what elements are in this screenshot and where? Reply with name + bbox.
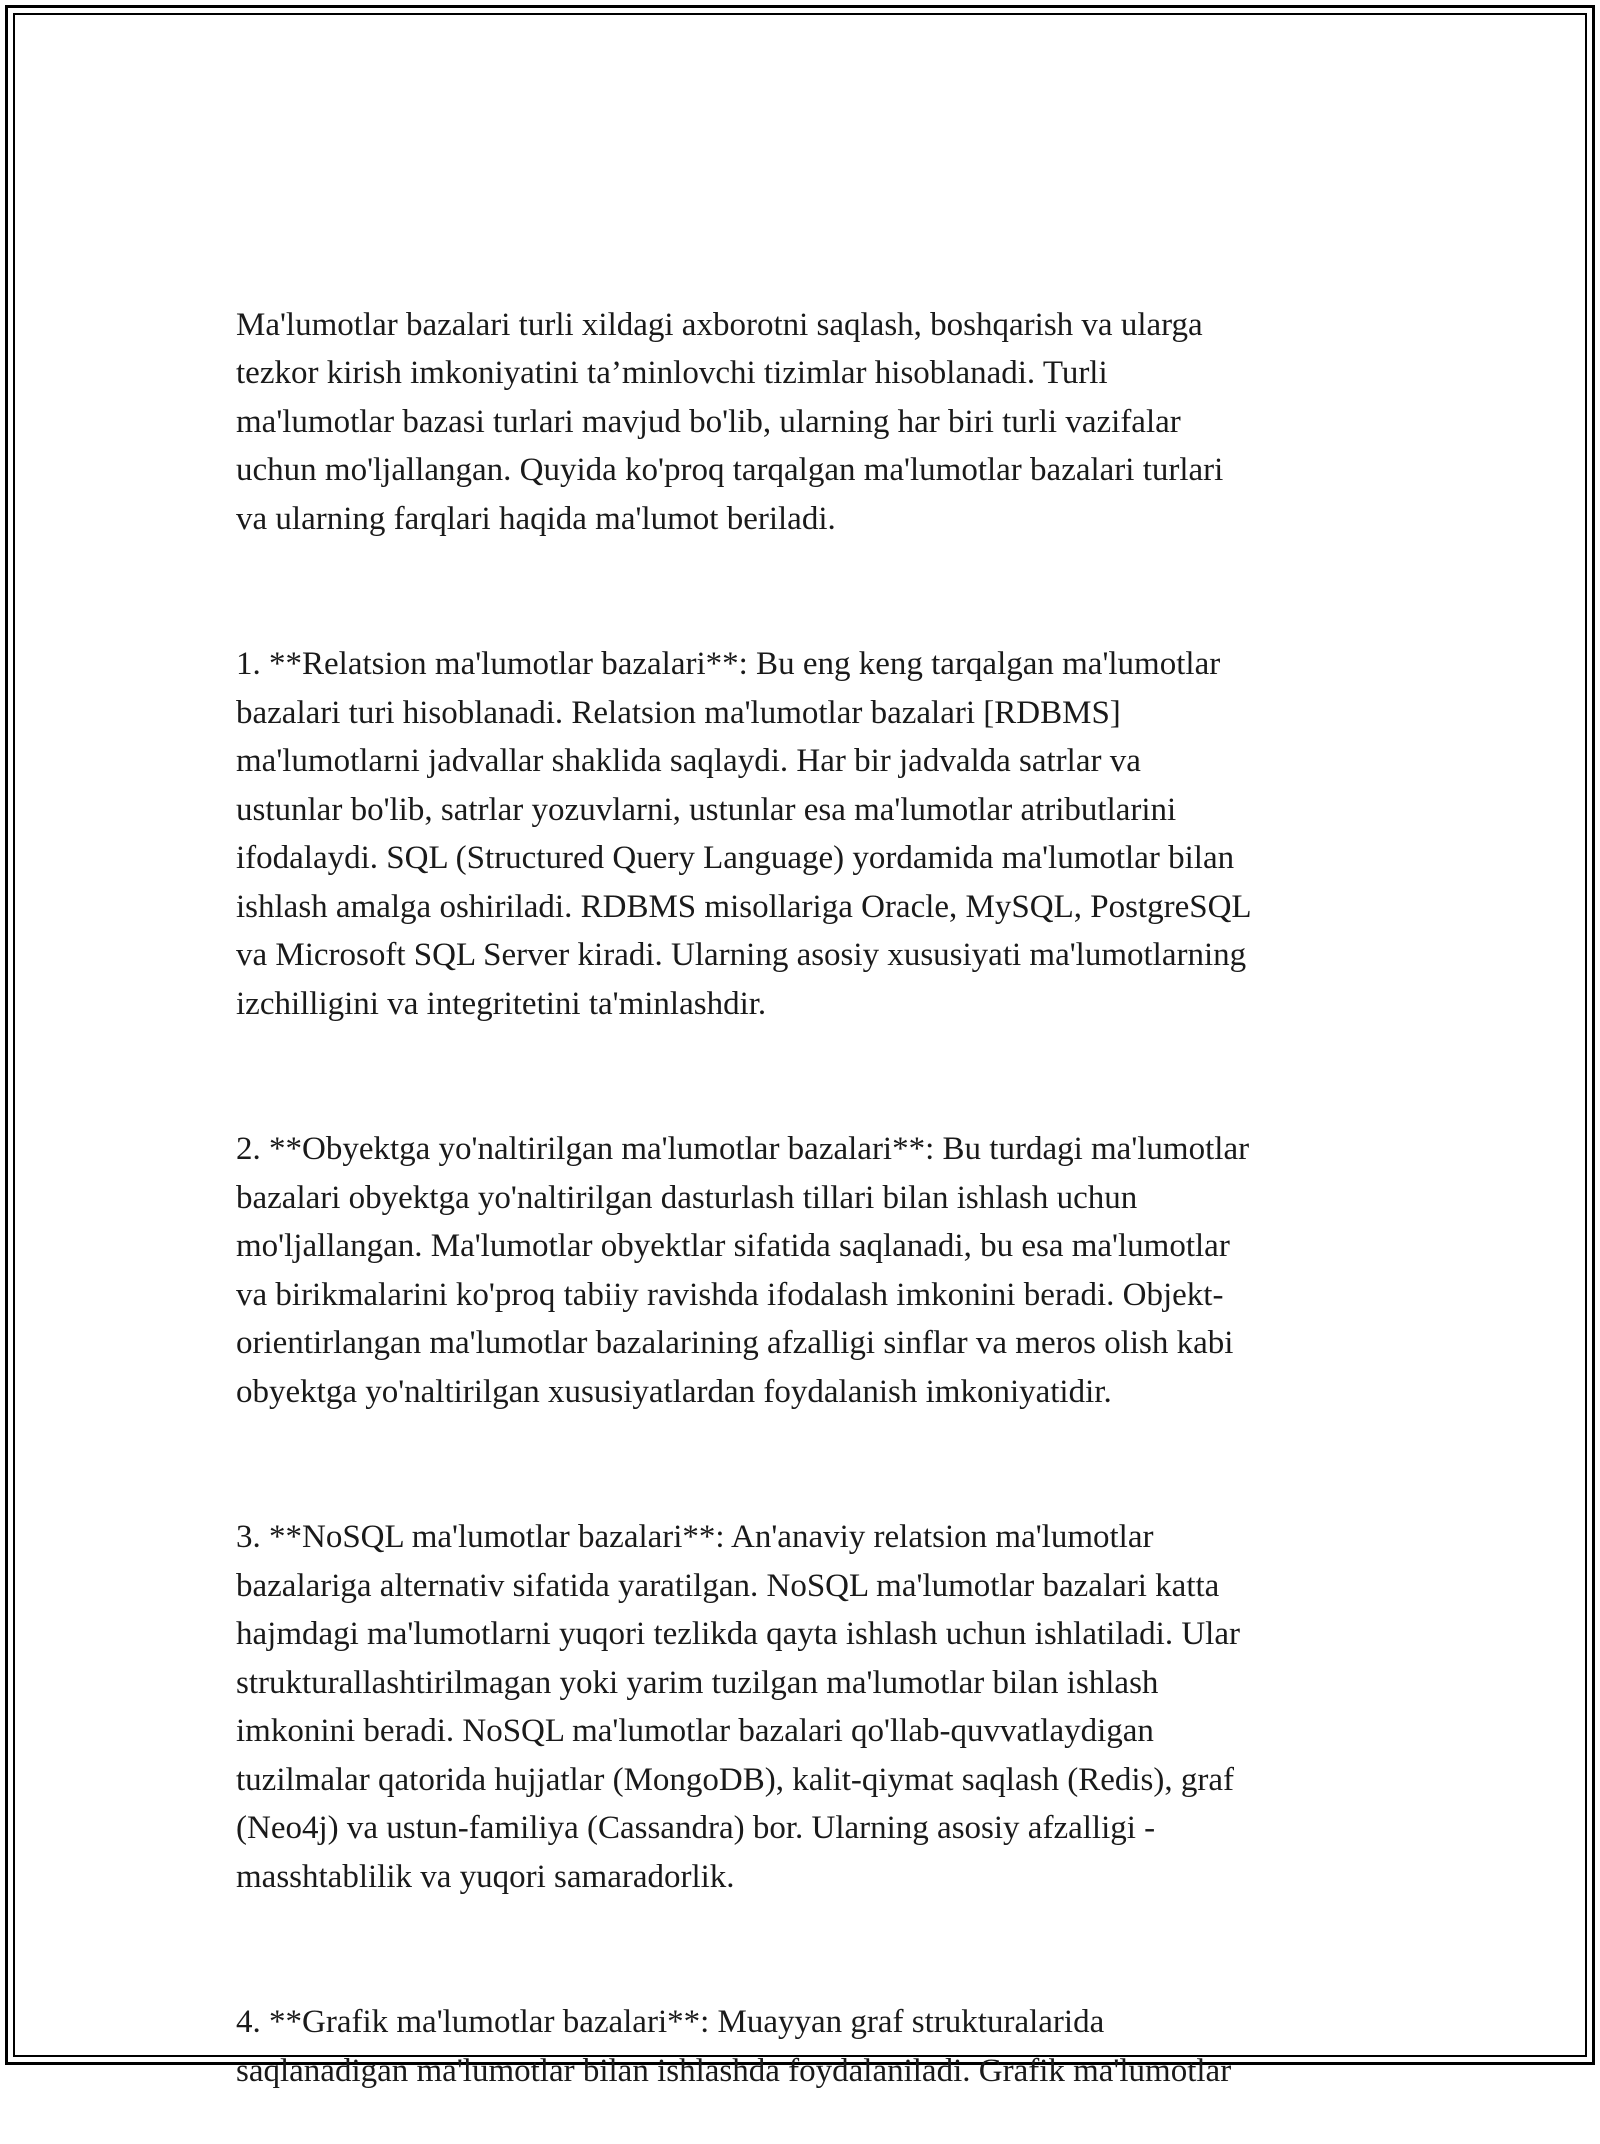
list-item-nosql: 3. **NoSQL ma'lumotlar bazalari**: An'anaviy relatsion ma'lumotlar bazalariga alternativ sifatida yaratilgan. NoSQL ma'lumotlar bazalari katta hajmdagi ma'lumotlarni yuqori tezlikda qayta ishlash uchun ishlatiladi. Ular strukturallashtirilmagan yoki yarim tuzilgan ma'lumotlar bilan ishlash imkonini beradi. NoSQL ma'lumotlar bazalari qo'llab-quvvatlaydigan tuzilmalar qatorida hujjatlar (MongoDB), kalit-qiymat saqlash (Redis), graf (Neo4j) va ustun-familiya (Cassandra) bor. Ularning asosiy afzalligi - masshtablilik va yuqori samaradorlik. <box>236 1519 1240 1895</box>
list-item-graph: 4. **Grafik ma'lumotlar bazalari**: Muayyan graf strukturalarida saqlanadigan ma'lumotlar bilan ishlashda foydalaniladi. Grafik ma'lumotlar <box>236 2004 1232 2089</box>
list-item-relational: 1. **Relatsion ma'lumotlar bazalari**: Bu eng keng tarqalgan ma'lumotlar bazalari turi hisoblanadi. Relatsion ma'lumotlar bazalari [RDBMS] ma'lumotlarni jadvallar shaklida saqlaydi. Har bir jadvalda satrlar va ustunlar bo'lib, satrlar yozuvlarni, ustunlar esa ma'lumotlar atributlarini ifodalaydi. SQL (Structured Query Language) yordamida ma'lumotlar bilan ishlash amalga oshiriladi. RDBMS misollariga Oracle, MySQL, PostgreSQL va Microsoft SQL Server kiradi. Ularning asosiy xususiyati ma'lumotlarning izchilligini va integritetini ta'minlashdir. <box>236 646 1252 1022</box>
document-body <box>236 252 1366 2144</box>
intro-paragraph: Ma'lumotlar bazalari turli xildagi axborotni saqlash, boshqarish va ularga tezkor kirish imkoniyatini ta’minlovchi tizimlar hisoblanadi. Turli ma'lumotlar bazasi turlari mavjud bo'lib, ularning har biri turli vazifalar uchun mo'ljallangan. Quyida ko'proq tarqalgan ma'lumotlar bazalari turlari va ularning farqlari haqida ma'lumot beriladi. <box>236 306 1224 537</box>
list-item-object-oriented: 2. **Obyektga yo'naltirilgan ma'lumotlar bazalari**: Bu turdagi ma'lumotlar bazalari obyektga yo'naltirilgan dasturlash tillari bilan ishlash uchun mo'ljallangan. Ma'lumotlar obyektlar sifatida saqlanadi, bu esa ma'lumotlar va birikmalarini ko'proq tabiiy ravishda ifodalash imkonini beradi. Objekt- orientirlangan ma'lumotlar bazalarining afzalligi sinflar va meros olish kabi obyektga yo'naltirilgan xususiyatlardan foydalanish imkoniyatidir. <box>236 1131 1250 1410</box>
